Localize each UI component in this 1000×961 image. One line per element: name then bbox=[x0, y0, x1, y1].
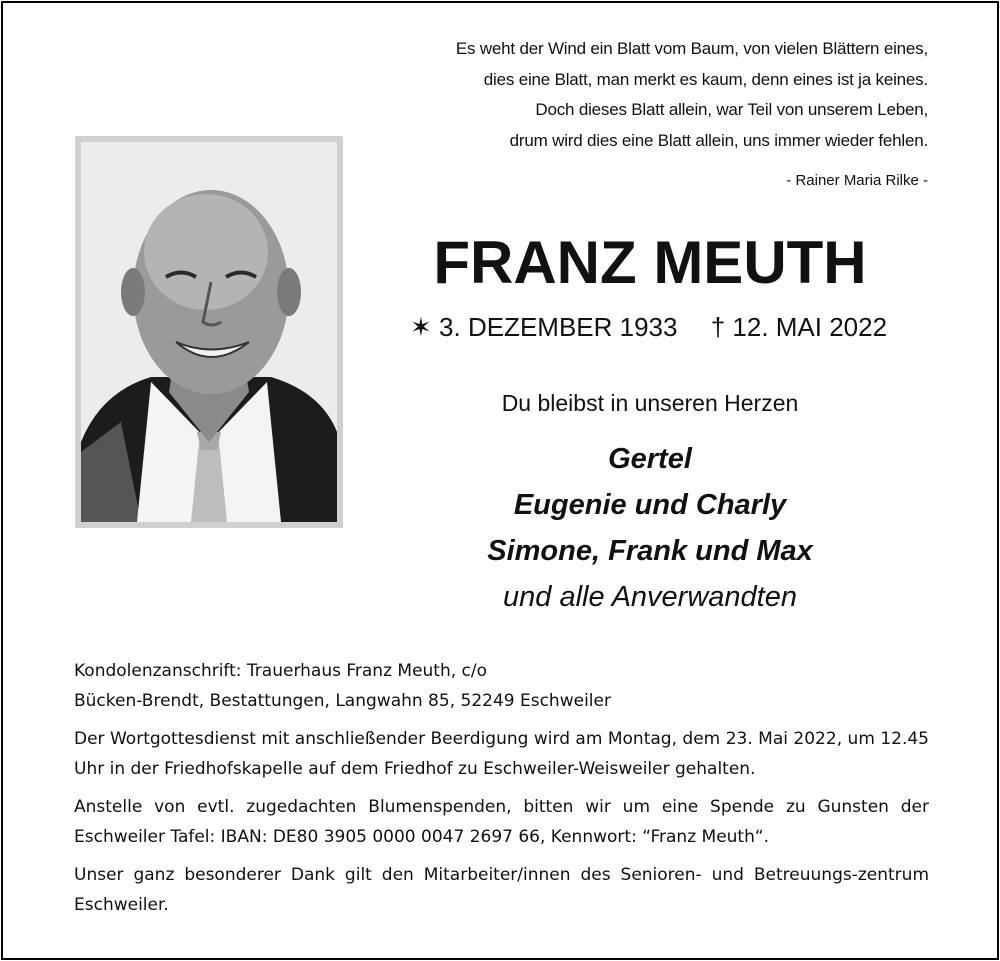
poem-line: drum wird dies eine Blatt allein, uns immer wieder fehlen. bbox=[509, 130, 928, 150]
portrait-photo bbox=[75, 136, 343, 528]
birth-star-icon: ✶ bbox=[410, 312, 432, 342]
thanks-note: Unser ganz besonderer Dank gilt den Mitarbeiter/innen des Senioren- und Betreuungs-zentrum Eschweiler. bbox=[74, 865, 929, 915]
death-date: 12. MAI 2022 bbox=[732, 312, 888, 342]
mourners-list bbox=[350, 436, 950, 620]
relatives: und alle Anverwandten bbox=[503, 581, 797, 613]
service-details: Der Wortgottesdienst mit anschließender Beerdigung wird am Montag, dem 23. Mai 2022, um 12.45 Uhr in der Friedhofskapelle auf dem Friedhof zu Eschweiler-Weisweiler gehalten. bbox=[74, 729, 929, 779]
condolence-line: Bücken-Brendt, Bestattungen, Langwahn 85, 52249 Eschweiler bbox=[74, 691, 611, 711]
poem-author: - Rainer Maria Rilke - bbox=[786, 172, 928, 189]
poem bbox=[328, 34, 928, 156]
birth-date: 3. DEZEMBER 1933 bbox=[439, 312, 678, 342]
mourner: Simone, Frank und Max bbox=[487, 535, 813, 567]
poem-line: Es weht der Wind ein Blatt vom Baum, von vielen Blättern eines, bbox=[455, 39, 928, 58]
poem-line: Doch dieses Blatt allein, war Teil von unserem Leben, bbox=[535, 100, 928, 119]
mourner: Gertel bbox=[608, 443, 692, 475]
death-cross-icon: † bbox=[710, 312, 726, 342]
poem-line: dies eine Blatt, man merkt es kaum, denn eines ist ja keines. bbox=[483, 69, 928, 89]
condolence-line: Kondolenzanschrift: Trauerhaus Franz Meuth, c/o bbox=[74, 661, 488, 681]
condolence-address bbox=[74, 656, 929, 716]
mourner: Eugenie und Charly bbox=[513, 489, 787, 521]
donation-request: Anstelle von evtl. zugedachten Blumenspenden, bitten wir um eine Spende zu Gunsten der Eschweiler Tafel: IBAN: DE80 3905 0000 0047 2697 66, Kennwort: “Franz Meuth“. bbox=[74, 797, 929, 847]
life-dates bbox=[410, 312, 887, 343]
deceased-name: FRANZ MEUTH bbox=[433, 229, 867, 296]
tribute-subtitle: Du bleibst in unseren Herzen bbox=[501, 390, 799, 416]
notice-details bbox=[74, 656, 929, 928]
